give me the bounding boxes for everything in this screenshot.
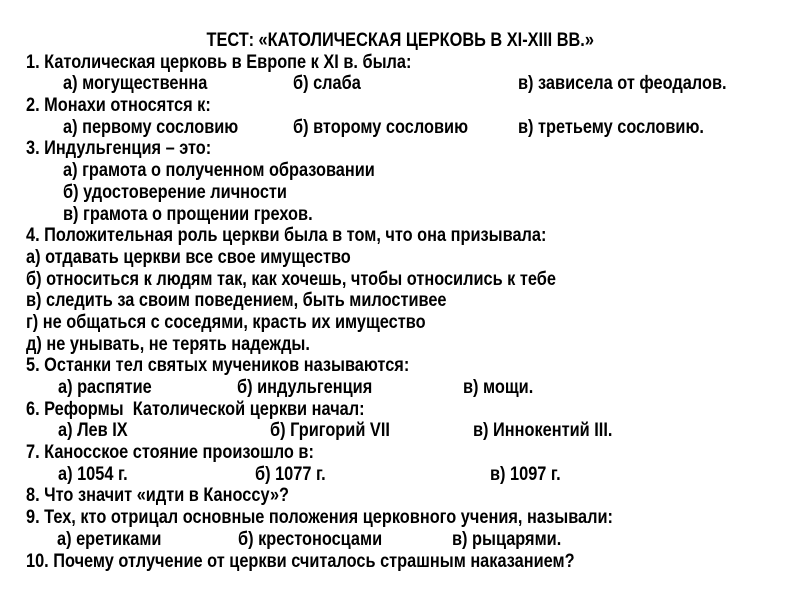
question-8 [0, 485, 800, 507]
q6-option-b [270, 420, 409, 442]
q9-option-v [452, 529, 579, 551]
question-1-options [0, 73, 800, 95]
question-1 [0, 52, 800, 74]
question-8-label: 8. Что значит «идти в Каноссу»? [26, 485, 290, 507]
q4-option-v-text: в) следить за своим поведением, быть милостивее [26, 290, 447, 312]
q3-option-b-text: б) удостоверение личности [63, 181, 287, 203]
q7-option-a-text: а) 1054 г. [58, 463, 128, 485]
q7-option-b [255, 464, 337, 486]
q7-option-b-text: б) 1077 г. [255, 463, 326, 485]
q2-option-a [63, 117, 267, 139]
q9-option-v-text: в) рыцарями. [452, 528, 562, 550]
q4-option-a-text: а) отдавать церкви все свое имущество [26, 246, 351, 268]
question-7 [0, 442, 800, 464]
question-6 [0, 399, 800, 421]
q3-option-v-text: в) грамота о прощении грехов. [63, 203, 313, 225]
q5-option-a [58, 377, 167, 399]
q2-option-v [518, 117, 734, 139]
q6-option-b-text: б) Григорий VII [270, 420, 390, 442]
q4-option-g [0, 312, 800, 334]
q5-option-b [237, 377, 394, 399]
q4-option-b-text: б) относиться к людям так, как хочешь, чтобы относились к тебе [26, 268, 556, 290]
question-6-options [0, 420, 800, 442]
q9-option-a-text: а) еретиками [57, 528, 162, 550]
q4-option-b [0, 269, 800, 291]
q7-option-v [490, 464, 572, 486]
question-1-label: 1. Католическая церковь в Европе к XI в. была: [26, 51, 412, 73]
q2-option-a-text: а) первому сословию [63, 116, 239, 138]
question-9-options [0, 529, 800, 551]
question-4 [0, 225, 800, 247]
q4-option-d-text: д) не унывать, не терять надежды. [26, 333, 310, 355]
question-2 [0, 95, 800, 117]
q6-option-a-text: а) Лев IX [58, 420, 128, 442]
question-7-options [0, 464, 800, 486]
q6-option-a [58, 420, 139, 442]
q1-option-a [63, 73, 231, 95]
q3-option-a-text: а) грамота о полученном образовании [63, 160, 375, 182]
q4-option-v [0, 290, 800, 312]
q3-option-v [0, 204, 800, 226]
question-9-label: 9. Тех, кто отрицал основные положения церковного учения, называли: [26, 507, 614, 529]
q3-option-b [0, 182, 800, 204]
test-title [0, 30, 800, 52]
question-10 [0, 551, 800, 573]
q2-option-b [293, 117, 497, 139]
question-10-label: 10. Почему отлучение от церкви считалось страшным наказанием? [26, 550, 575, 572]
q1-option-v [518, 73, 760, 95]
question-7-label: 7. Каносское стояние произошло в: [26, 442, 314, 464]
question-5 [0, 355, 800, 377]
q4-option-g-text: г) не общаться с соседями, красть их имущество [26, 311, 426, 333]
q5-option-v [463, 377, 545, 399]
q5-option-b-text: б) индульгенция [237, 377, 373, 398]
q3-option-a [0, 160, 800, 182]
question-5-label: 5. Останки тел святых мучеников называются: [26, 355, 410, 377]
q5-option-v-text: в) мощи. [463, 377, 534, 398]
question-2-options [0, 117, 800, 139]
question-2-label: 2. Монахи относятся к: [26, 95, 211, 117]
q1-option-b [293, 73, 372, 95]
q7-option-a [58, 464, 139, 486]
question-5-options [0, 377, 800, 399]
q9-option-b-text: б) крестоносцами [238, 528, 383, 550]
q6-option-v-text: в) Иннокентий III. [473, 420, 613, 442]
question-3 [0, 138, 800, 160]
q1-option-v-text: в) зависела от феодалов. [518, 73, 727, 95]
q9-option-b [238, 529, 406, 551]
q1-option-b-text: б) слаба [293, 73, 361, 95]
q6-option-v [473, 420, 635, 442]
test-title-text: ТЕСТ: «КАТОЛИЧЕСКАЯ ЦЕРКОВЬ В XI-XIII ВВ.» [206, 30, 594, 51]
q7-option-v-text: в) 1097 г. [490, 463, 561, 485]
q4-option-d [0, 334, 800, 356]
question-9 [0, 507, 800, 529]
q1-option-a-text: а) могущественна [63, 73, 208, 95]
q4-option-a [0, 247, 800, 269]
q2-option-v-text: в) третьему сословию. [518, 116, 704, 138]
question-4-label: 4. Положительная роль церкви была в том, что она призывала: [26, 225, 547, 247]
q9-option-a [57, 529, 178, 551]
question-6-label: 6. Реформы Католической церкви начал: [26, 398, 365, 420]
q2-option-b-text: б) второму сословию [293, 116, 469, 138]
q5-option-a-text: а) распятие [58, 377, 152, 398]
question-3-label: 3. Индульгенция – это: [26, 138, 212, 160]
